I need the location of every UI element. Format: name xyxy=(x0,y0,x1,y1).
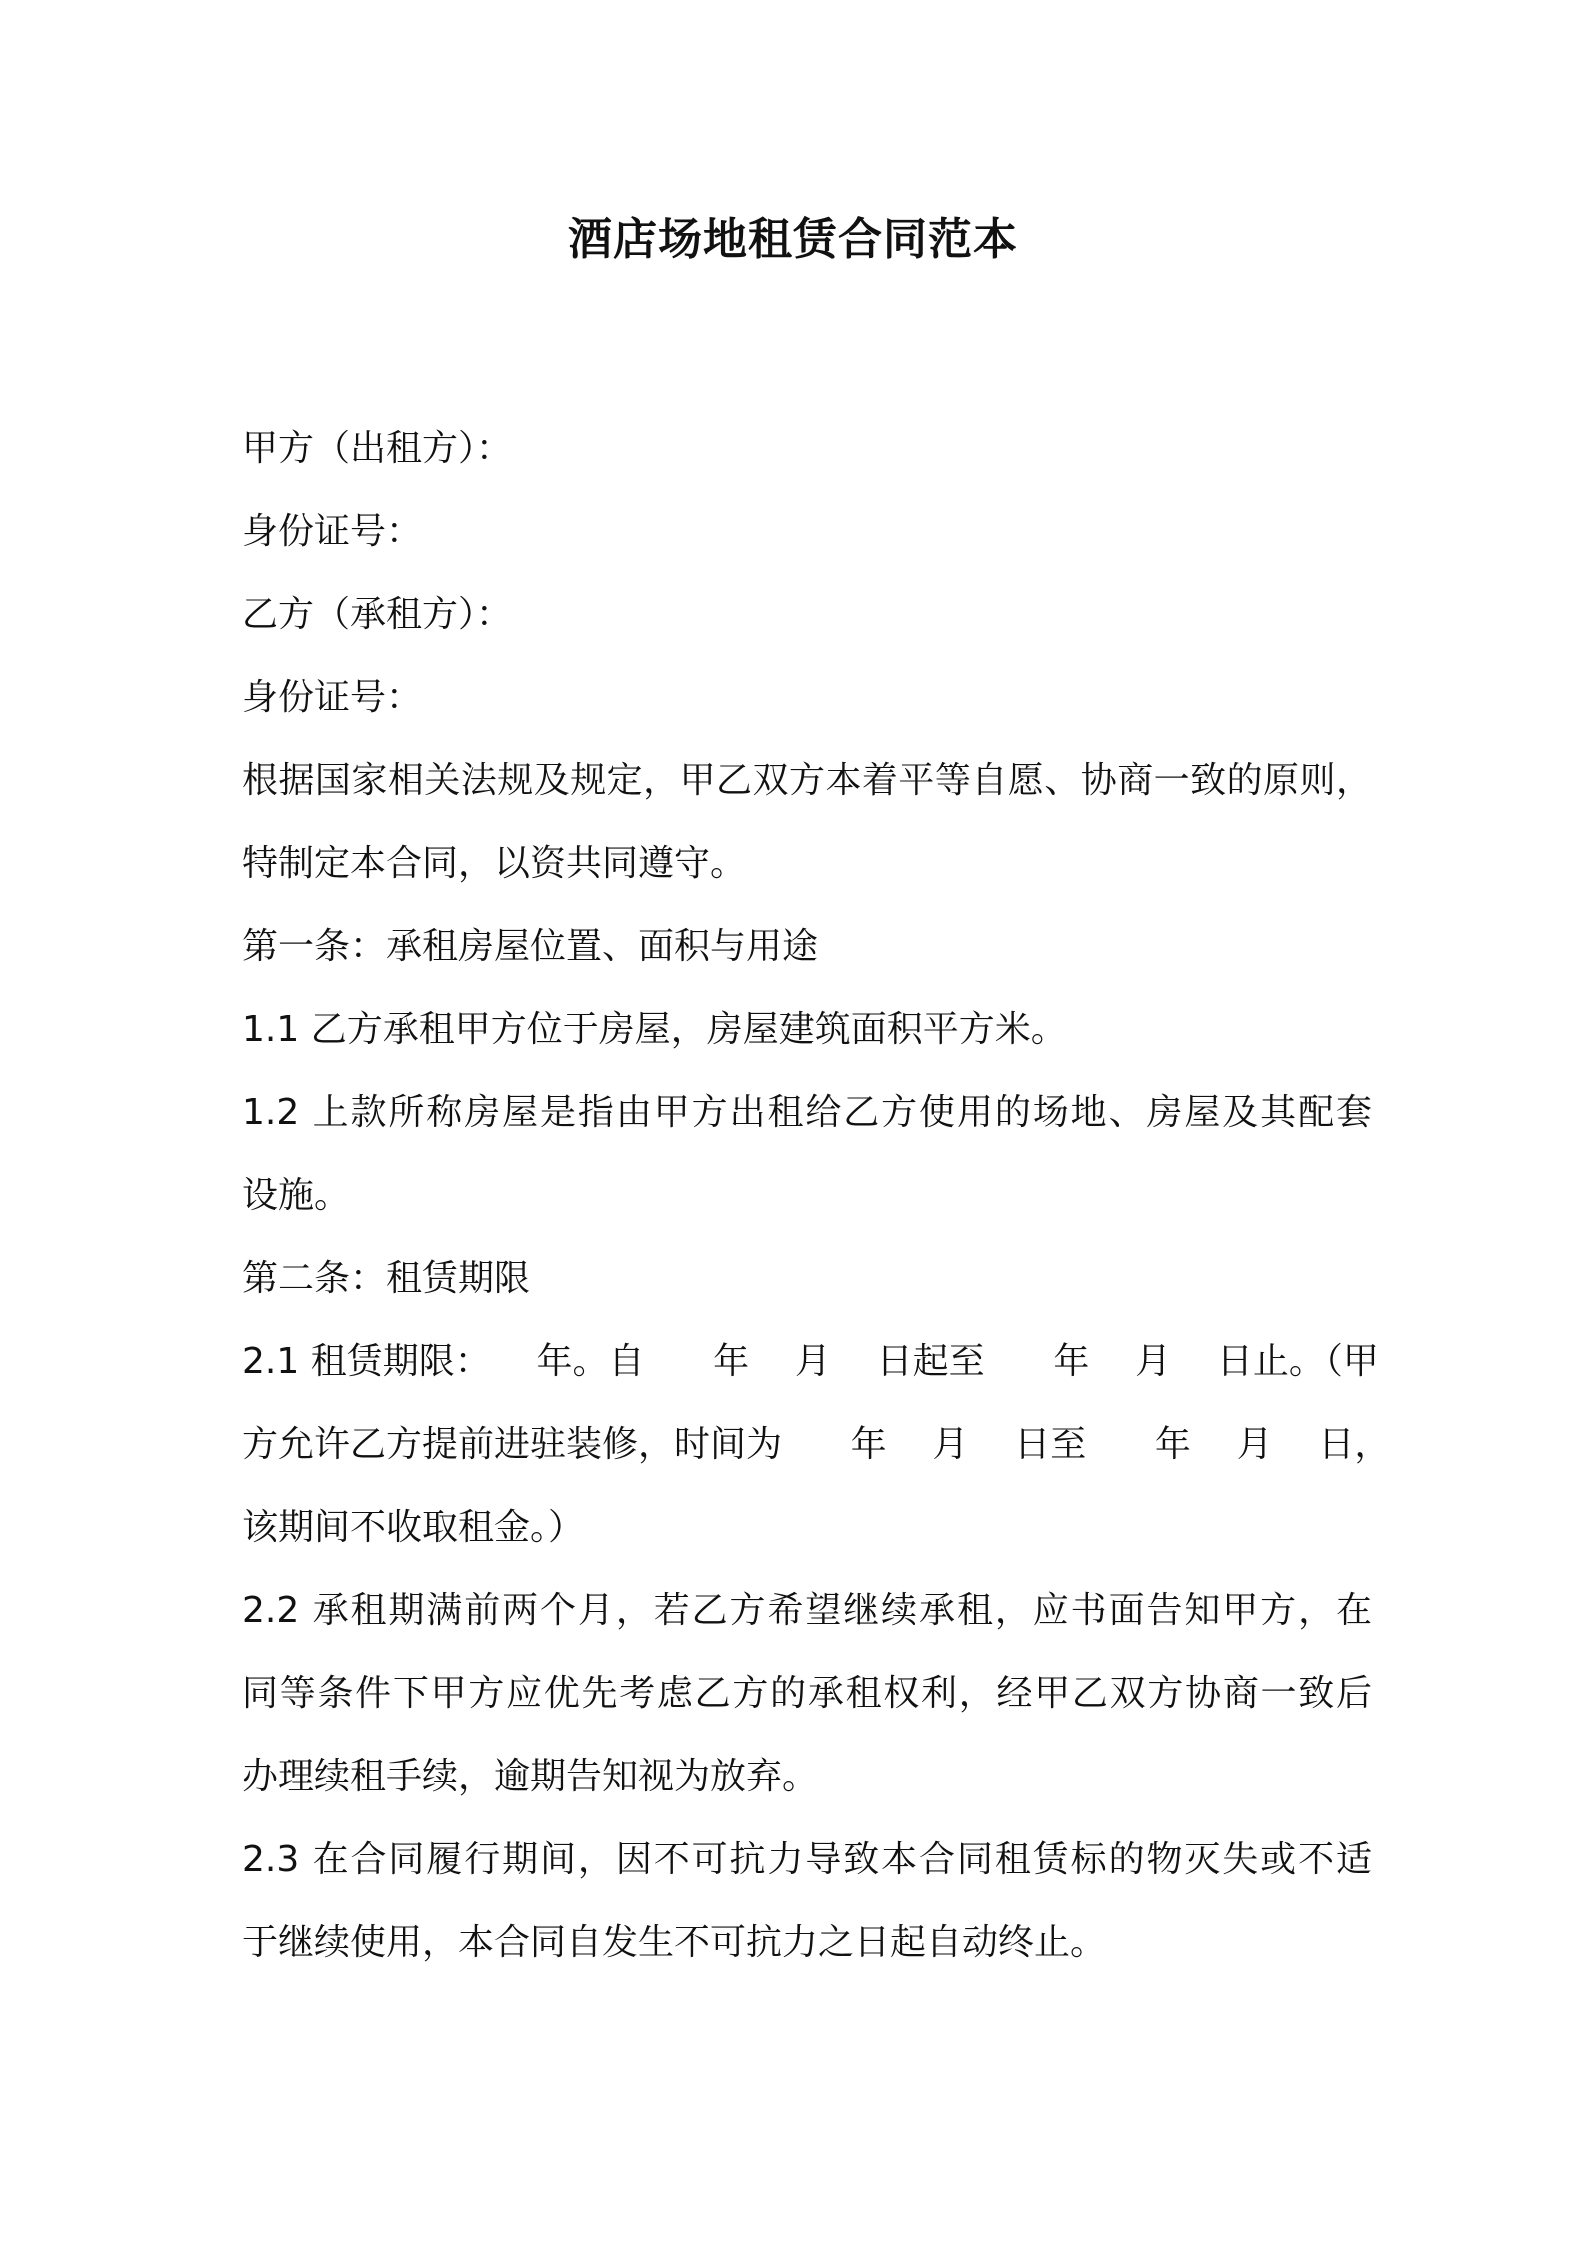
article-2-heading: 第二条：租赁期限 xyxy=(242,1258,531,1299)
clause-2-1-line-2: 方允许乙方提前进驻装修，时间为 年 月 日至 年 月 日， xyxy=(242,1424,1391,1465)
document-title: 酒店场地租赁合同范本 xyxy=(568,214,1018,265)
party-b-line: 乙方（承租方）： xyxy=(242,594,513,635)
article-1-heading: 第一条：承租房屋位置、面积与用途 xyxy=(242,926,819,967)
preamble-line-1: 根据国家相关法规及规定，甲乙双方本着平等自愿、协商一致的原则， xyxy=(242,760,1372,801)
clause-2-3-line-2: 于继续使用，本合同自发生不可抗力之日起自动终止。 xyxy=(242,1922,1107,1963)
clause-2-1-line-3: 该期间不收取租金。） xyxy=(242,1507,585,1548)
document-body xyxy=(242,407,1391,1984)
clause-2-1-line-1: 2.1 租赁期限： 年。自 年 月 日起至 年 月 日止。（甲 xyxy=(242,1341,1379,1382)
clause-1-2-line-1: 1.2 上款所称房屋是指由甲方出租给乙方使用的场地、房屋及其配套 xyxy=(242,1092,1372,1133)
clause-1-2-line-2: 设施。 xyxy=(242,1175,351,1216)
clause-2-2-line-2: 同等条件下甲方应优先考虑乙方的承租权利，经甲乙双方协商一致后 xyxy=(242,1673,1372,1714)
clause-1-1: 1.1 乙方承租甲方位于房屋，房屋建筑面积平方米。 xyxy=(242,1009,1067,1050)
party-a-line: 甲方（出租方）： xyxy=(242,428,513,469)
clause-2-3-line-1: 2.3 在合同履行期间，因不可抗力导致本合同租赁标的物灭失或不适 xyxy=(242,1839,1372,1880)
clause-2-2-line-3: 办理续租手续，逾期告知视为放弃。 xyxy=(242,1756,819,1797)
preamble-line-2: 特制定本合同，以资共同遵守。 xyxy=(242,843,747,884)
party-a-id-line: 身份证号： xyxy=(242,511,423,552)
party-b-id-line: 身份证号： xyxy=(242,677,423,718)
clause-2-2-line-1: 2.2 承租期满前两个月，若乙方希望继续承租，应书面告知甲方，在 xyxy=(242,1590,1372,1631)
